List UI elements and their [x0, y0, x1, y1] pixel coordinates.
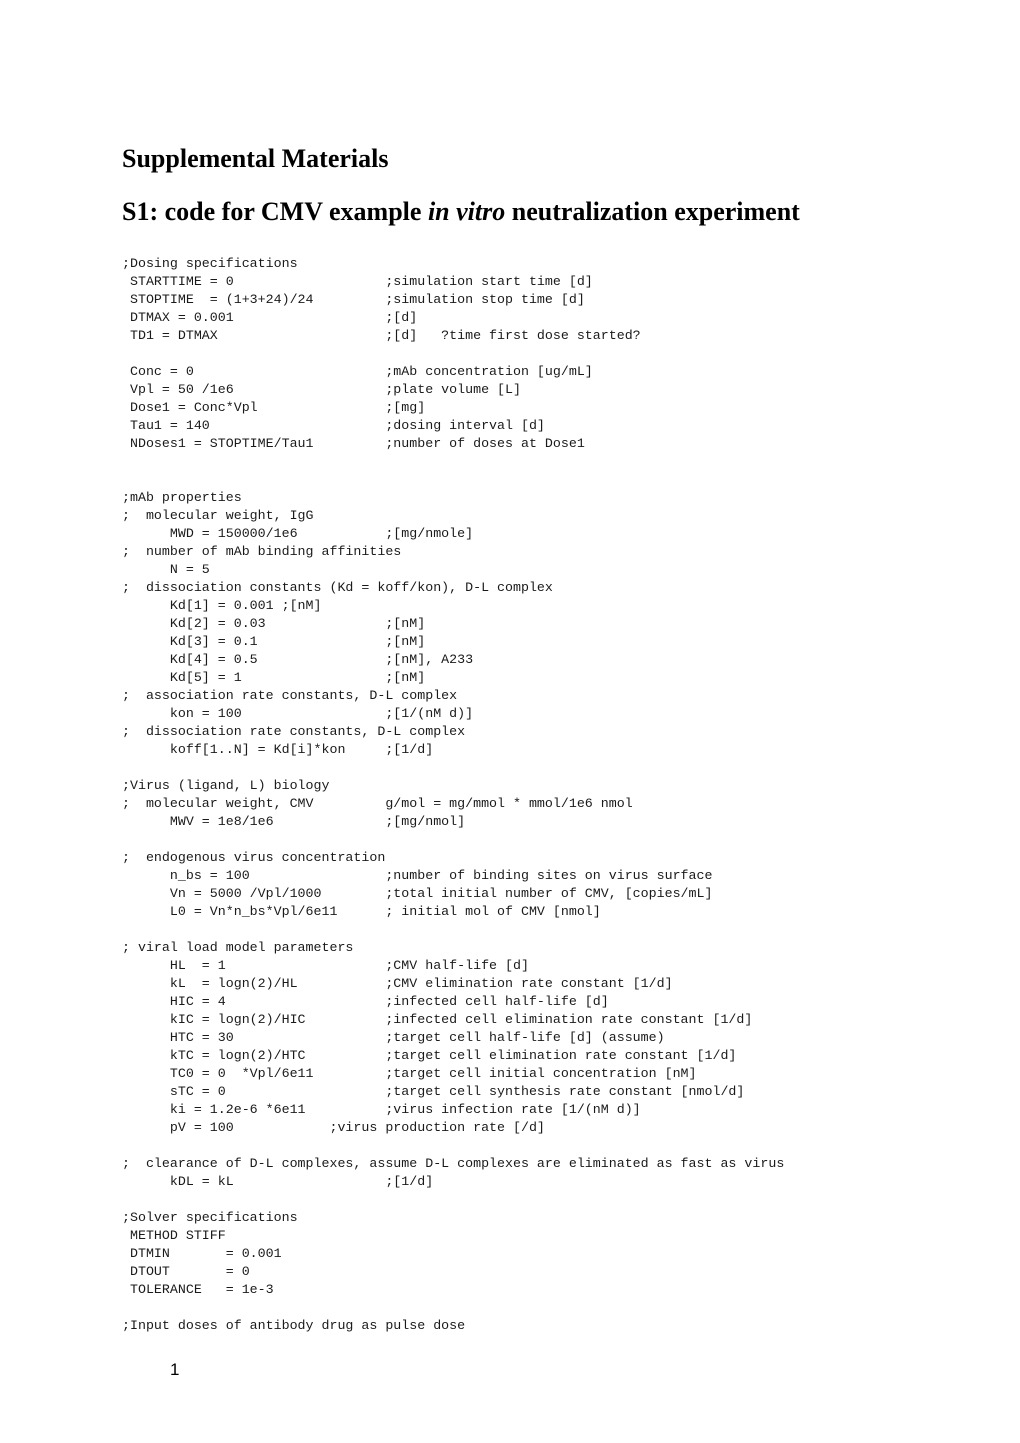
code-line: ;Virus (ligand, L) biology: [122, 778, 330, 793]
code-line: DTMIN = 0.001: [122, 1246, 282, 1261]
code-line: HL = 1 ;CMV half-life [d]: [122, 958, 529, 973]
code-line: Kd[4] = 0.5 ;[nM], A233: [122, 652, 474, 667]
code-line: HTC = 30 ;target cell half-life [d] (assume): [122, 1030, 665, 1045]
code-line: [122, 759, 962, 777]
code-line: [122, 831, 962, 849]
code-line: koff[1..N] = Kd[i]*kon ;[1/d]: [122, 742, 434, 757]
code-listing: [122, 255, 962, 1335]
code-line: TD1 = DTMAX ;[d] ?time first dose started?: [122, 328, 641, 343]
code-line: Kd[2] = 0.03 ;[nM]: [122, 616, 426, 631]
code-line: STARTTIME = 0 ;simulation start time [d]: [122, 274, 593, 289]
code-line: ;mAb properties: [122, 490, 242, 505]
code-line: Kd[3] = 0.1 ;[nM]: [122, 634, 426, 649]
code-line: TOLERANCE = 1e-3: [122, 1282, 274, 1297]
code-line: TC0 = 0 *Vpl/6e11 ;target cell initial concentration [nM]: [122, 1066, 697, 1081]
code-line: DTMAX = 0.001 ;[d]: [122, 310, 418, 325]
page-number: 1: [170, 1360, 180, 1379]
code-line: METHOD STIFF: [122, 1228, 226, 1243]
code-line: Dose1 = Conc*Vpl ;[mg]: [122, 400, 426, 415]
code-line: [122, 471, 962, 489]
code-line: Kd[5] = 1 ;[nM]: [122, 670, 426, 685]
section-title: [122, 195, 800, 229]
code-line: kL = logn(2)/HL ;CMV elimination rate constant [1/d]: [122, 976, 673, 991]
code-line: kTC = logn(2)/HTC ;target cell elimination rate constant [1/d]: [122, 1048, 737, 1063]
code-line: Vpl = 50 /1e6 ;plate volume [L]: [122, 382, 521, 397]
code-line: ; endogenous virus concentration: [122, 850, 386, 865]
code-line: Vn = 5000 /Vpl/1000 ;total initial number of CMV, [copies/mL]: [122, 886, 713, 901]
code-line: Kd[1] = 0.001 ;[nM]: [122, 598, 322, 613]
code-line: ;Solver specifications: [122, 1210, 298, 1225]
code-line: ; dissociation rate constants, D-L complex: [122, 724, 466, 739]
code-line: ; viral load model parameters: [122, 940, 354, 955]
code-line: [122, 921, 962, 939]
code-line: NDoses1 = STOPTIME/Tau1 ;number of doses at Dose1: [122, 436, 585, 451]
code-line: [122, 1191, 962, 1209]
code-line: ; association rate constants, D-L complex: [122, 688, 458, 703]
page-title: Supplemental Materials: [122, 144, 389, 173]
code-line: kon = 100 ;[1/(nM d)]: [122, 706, 474, 721]
code-line: N = 5: [122, 562, 210, 577]
code-line: DTOUT = 0: [122, 1264, 250, 1279]
code-line: STOPTIME = (1+3+24)/24 ;simulation stop time [d]: [122, 292, 585, 307]
code-line: [122, 345, 962, 363]
code-line: ; molecular weight, CMV g/mol = mg/mmol * mmol/1e6 nmol: [122, 796, 633, 811]
code-line: [122, 1137, 962, 1155]
code-line: [122, 453, 962, 471]
code-line: ki = 1.2e-6 *6e11 ;virus infection rate [1/(nM d)]: [122, 1102, 641, 1117]
section-title-prefix: S1: code for CMV example: [122, 197, 428, 226]
code-line: sTC = 0 ;target cell synthesis rate constant [nmol/d]: [122, 1084, 745, 1099]
code-line: ; molecular weight, IgG: [122, 508, 314, 523]
code-line: n_bs = 100 ;number of binding sites on virus surface: [122, 868, 713, 883]
code-line: MWV = 1e8/1e6 ;[mg/nmol]: [122, 814, 466, 829]
section-title-suffix: neutralization experiment: [505, 197, 800, 226]
code-line: ; clearance of D-L complexes, assume D-L complexes are eliminated as fast as virus: [122, 1156, 785, 1171]
code-line: Conc = 0 ;mAb concentration [ug/mL]: [122, 364, 593, 379]
code-line: L0 = Vn*n_bs*Vpl/6e11 ; initial mol of CMV [nmol]: [122, 904, 601, 919]
code-line: [122, 1299, 962, 1317]
code-line: HIC = 4 ;infected cell half-life [d]: [122, 994, 609, 1009]
code-line: ; dissociation constants (Kd = koff/kon), D-L complex: [122, 580, 553, 595]
code-line: ;Dosing specifications: [122, 256, 298, 271]
code-line: kDL = kL ;[1/d]: [122, 1174, 434, 1189]
code-line: kIC = logn(2)/HIC ;infected cell elimination rate constant [1/d]: [122, 1012, 753, 1027]
code-line: ; number of mAb binding affinities: [122, 544, 402, 559]
code-line: Tau1 = 140 ;dosing interval [d]: [122, 418, 545, 433]
section-title-italic: in vitro: [427, 197, 506, 226]
code-line: ;Input doses of antibody drug as pulse dose: [122, 1318, 466, 1333]
code-line: pV = 100 ;virus production rate [/d]: [122, 1120, 545, 1135]
code-line: MWD = 150000/1e6 ;[mg/nmole]: [122, 526, 474, 541]
